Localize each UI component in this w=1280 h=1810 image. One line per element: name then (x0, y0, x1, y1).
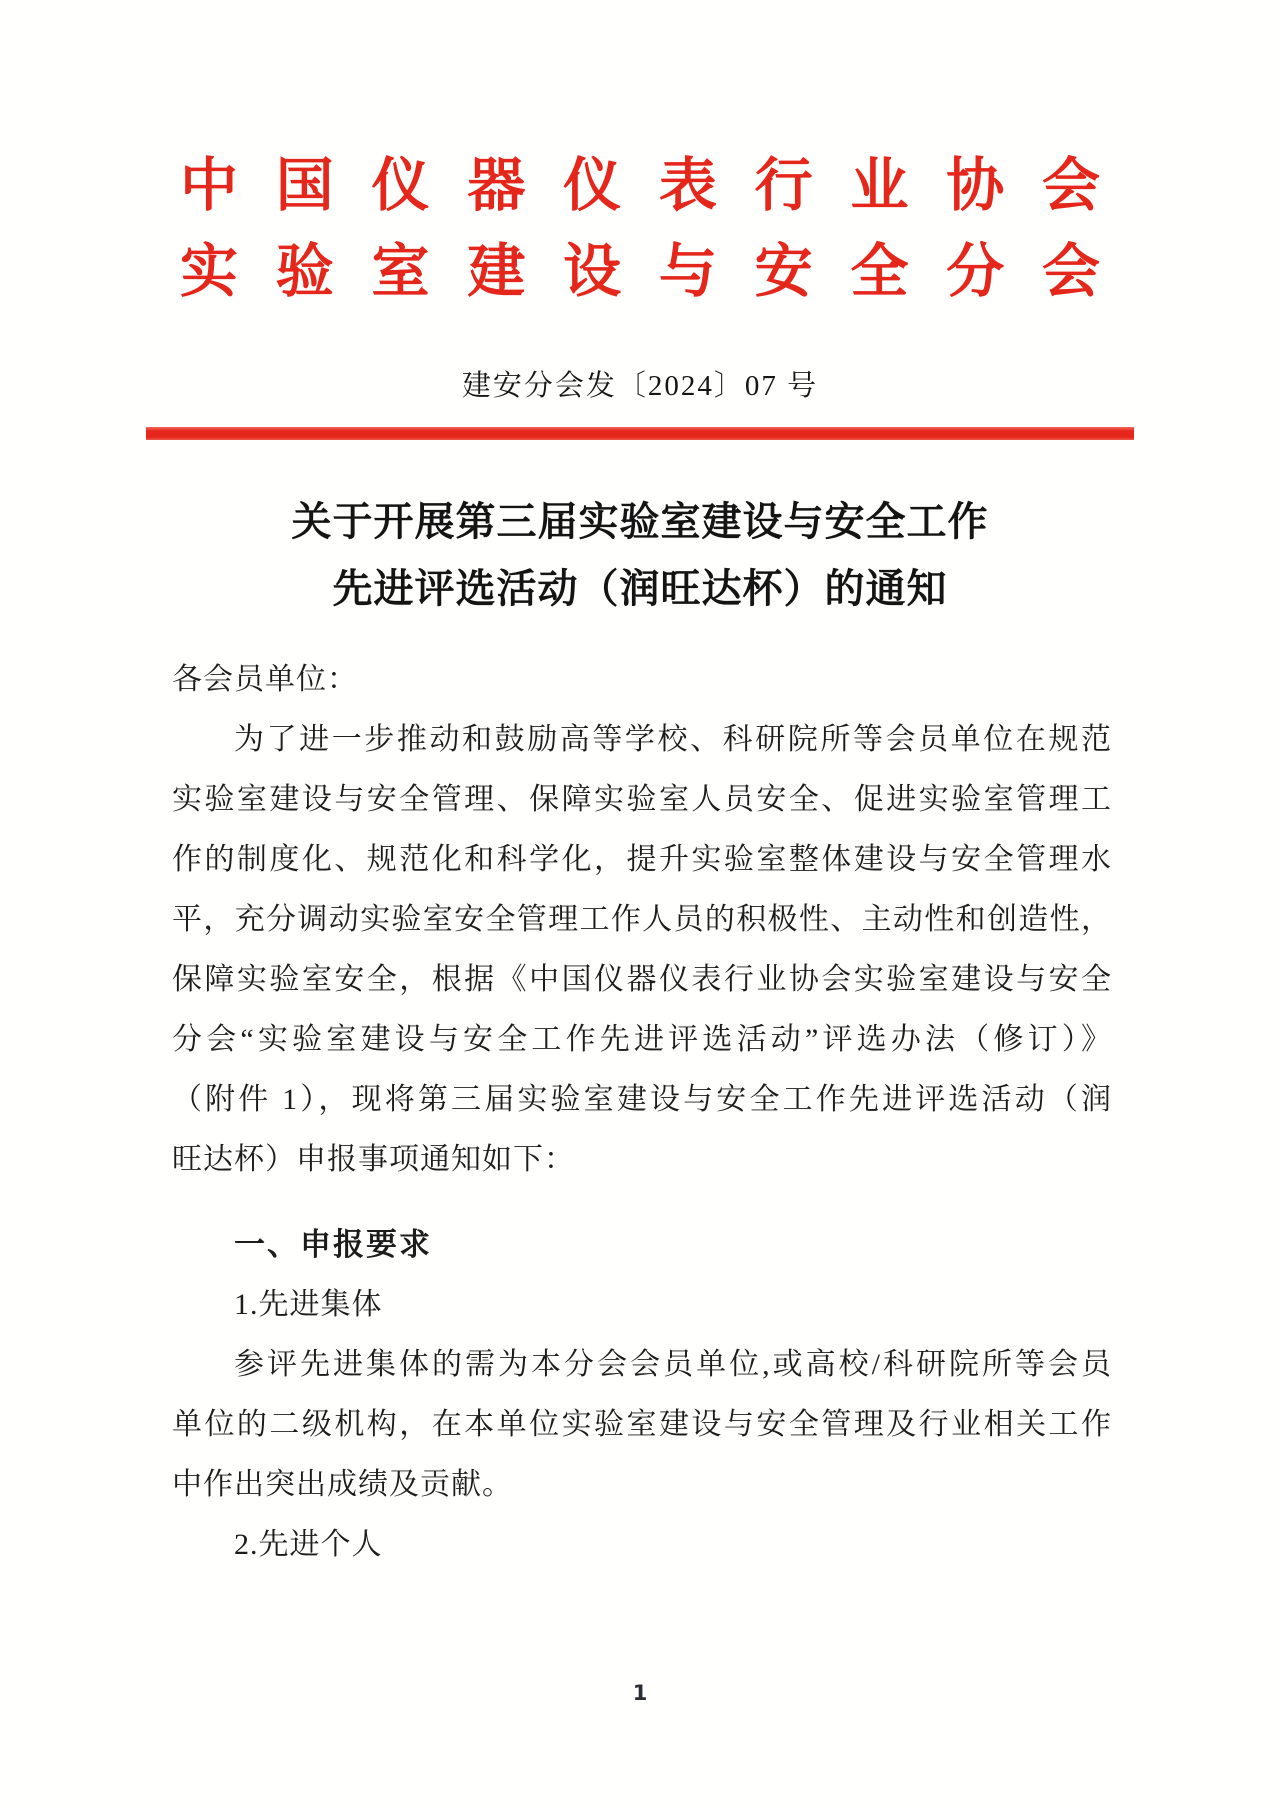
document-body (172, 650, 1112, 1575)
document-title (175, 489, 1105, 623)
text-line: 单位的二级机构，在本单位实验室建设与安全管理及行业相关工作 (172, 1408, 1112, 1441)
paragraph-1 (172, 710, 1112, 1190)
page-number: 1 (632, 1681, 648, 1705)
red-divider-rule (146, 427, 1134, 440)
text-line: 为了进一步推动和鼓励高等学校、科研院所等会员单位在规范 (234, 723, 1112, 756)
org-name-line-1: 中国仪器仪表行业协会 (180, 153, 1100, 218)
letterhead (180, 151, 1100, 307)
org-name-line-2: 实验室建设与安全分会 (180, 239, 1100, 304)
text-line: 作的制度化、规范化和科学化，提升实验室整体建设与安全管理水 (172, 843, 1112, 876)
item-2-label: 2.先进个人 (234, 1528, 383, 1561)
item-1-label: 1.先进集体 (234, 1288, 383, 1321)
text-line: 分会“实验室建设与安全工作先进评选活动”评选办法（修订）》 (172, 1023, 1112, 1056)
text-line: （附件 1），现将第三届实验室建设与安全工作先进评选活动（润 (172, 1083, 1112, 1116)
section-1-heading: 一、申报要求 (234, 1227, 432, 1262)
text-line: 旺达杯）申报事项通知如下： (172, 1143, 575, 1176)
text-line: 参评先进集体的需为本分会会员单位,或高校/科研院所等会员 (234, 1348, 1112, 1381)
document-number: 建安分会发〔2024〕07 号 (461, 370, 819, 402)
title-line-1: 关于开展第三届实验室建设与安全工作 (291, 500, 989, 544)
text-line: 平，充分调动实验室安全管理工作人员的积极性、主动性和创造性， (172, 903, 1112, 936)
text-line: 中作出突出成绩及贡献。 (172, 1468, 513, 1501)
salutation: 各会员单位： (172, 663, 358, 696)
text-line: 实验室建设与安全管理、保障实验室人员安全、促进实验室管理工 (172, 783, 1112, 816)
text-line: 保障实验室安全，根据《中国仪器仪表行业协会实验室建设与安全 (172, 963, 1112, 996)
paragraph-2 (172, 1335, 1112, 1515)
title-line-2: 先进评选活动（润旺达杯）的通知 (332, 567, 948, 611)
